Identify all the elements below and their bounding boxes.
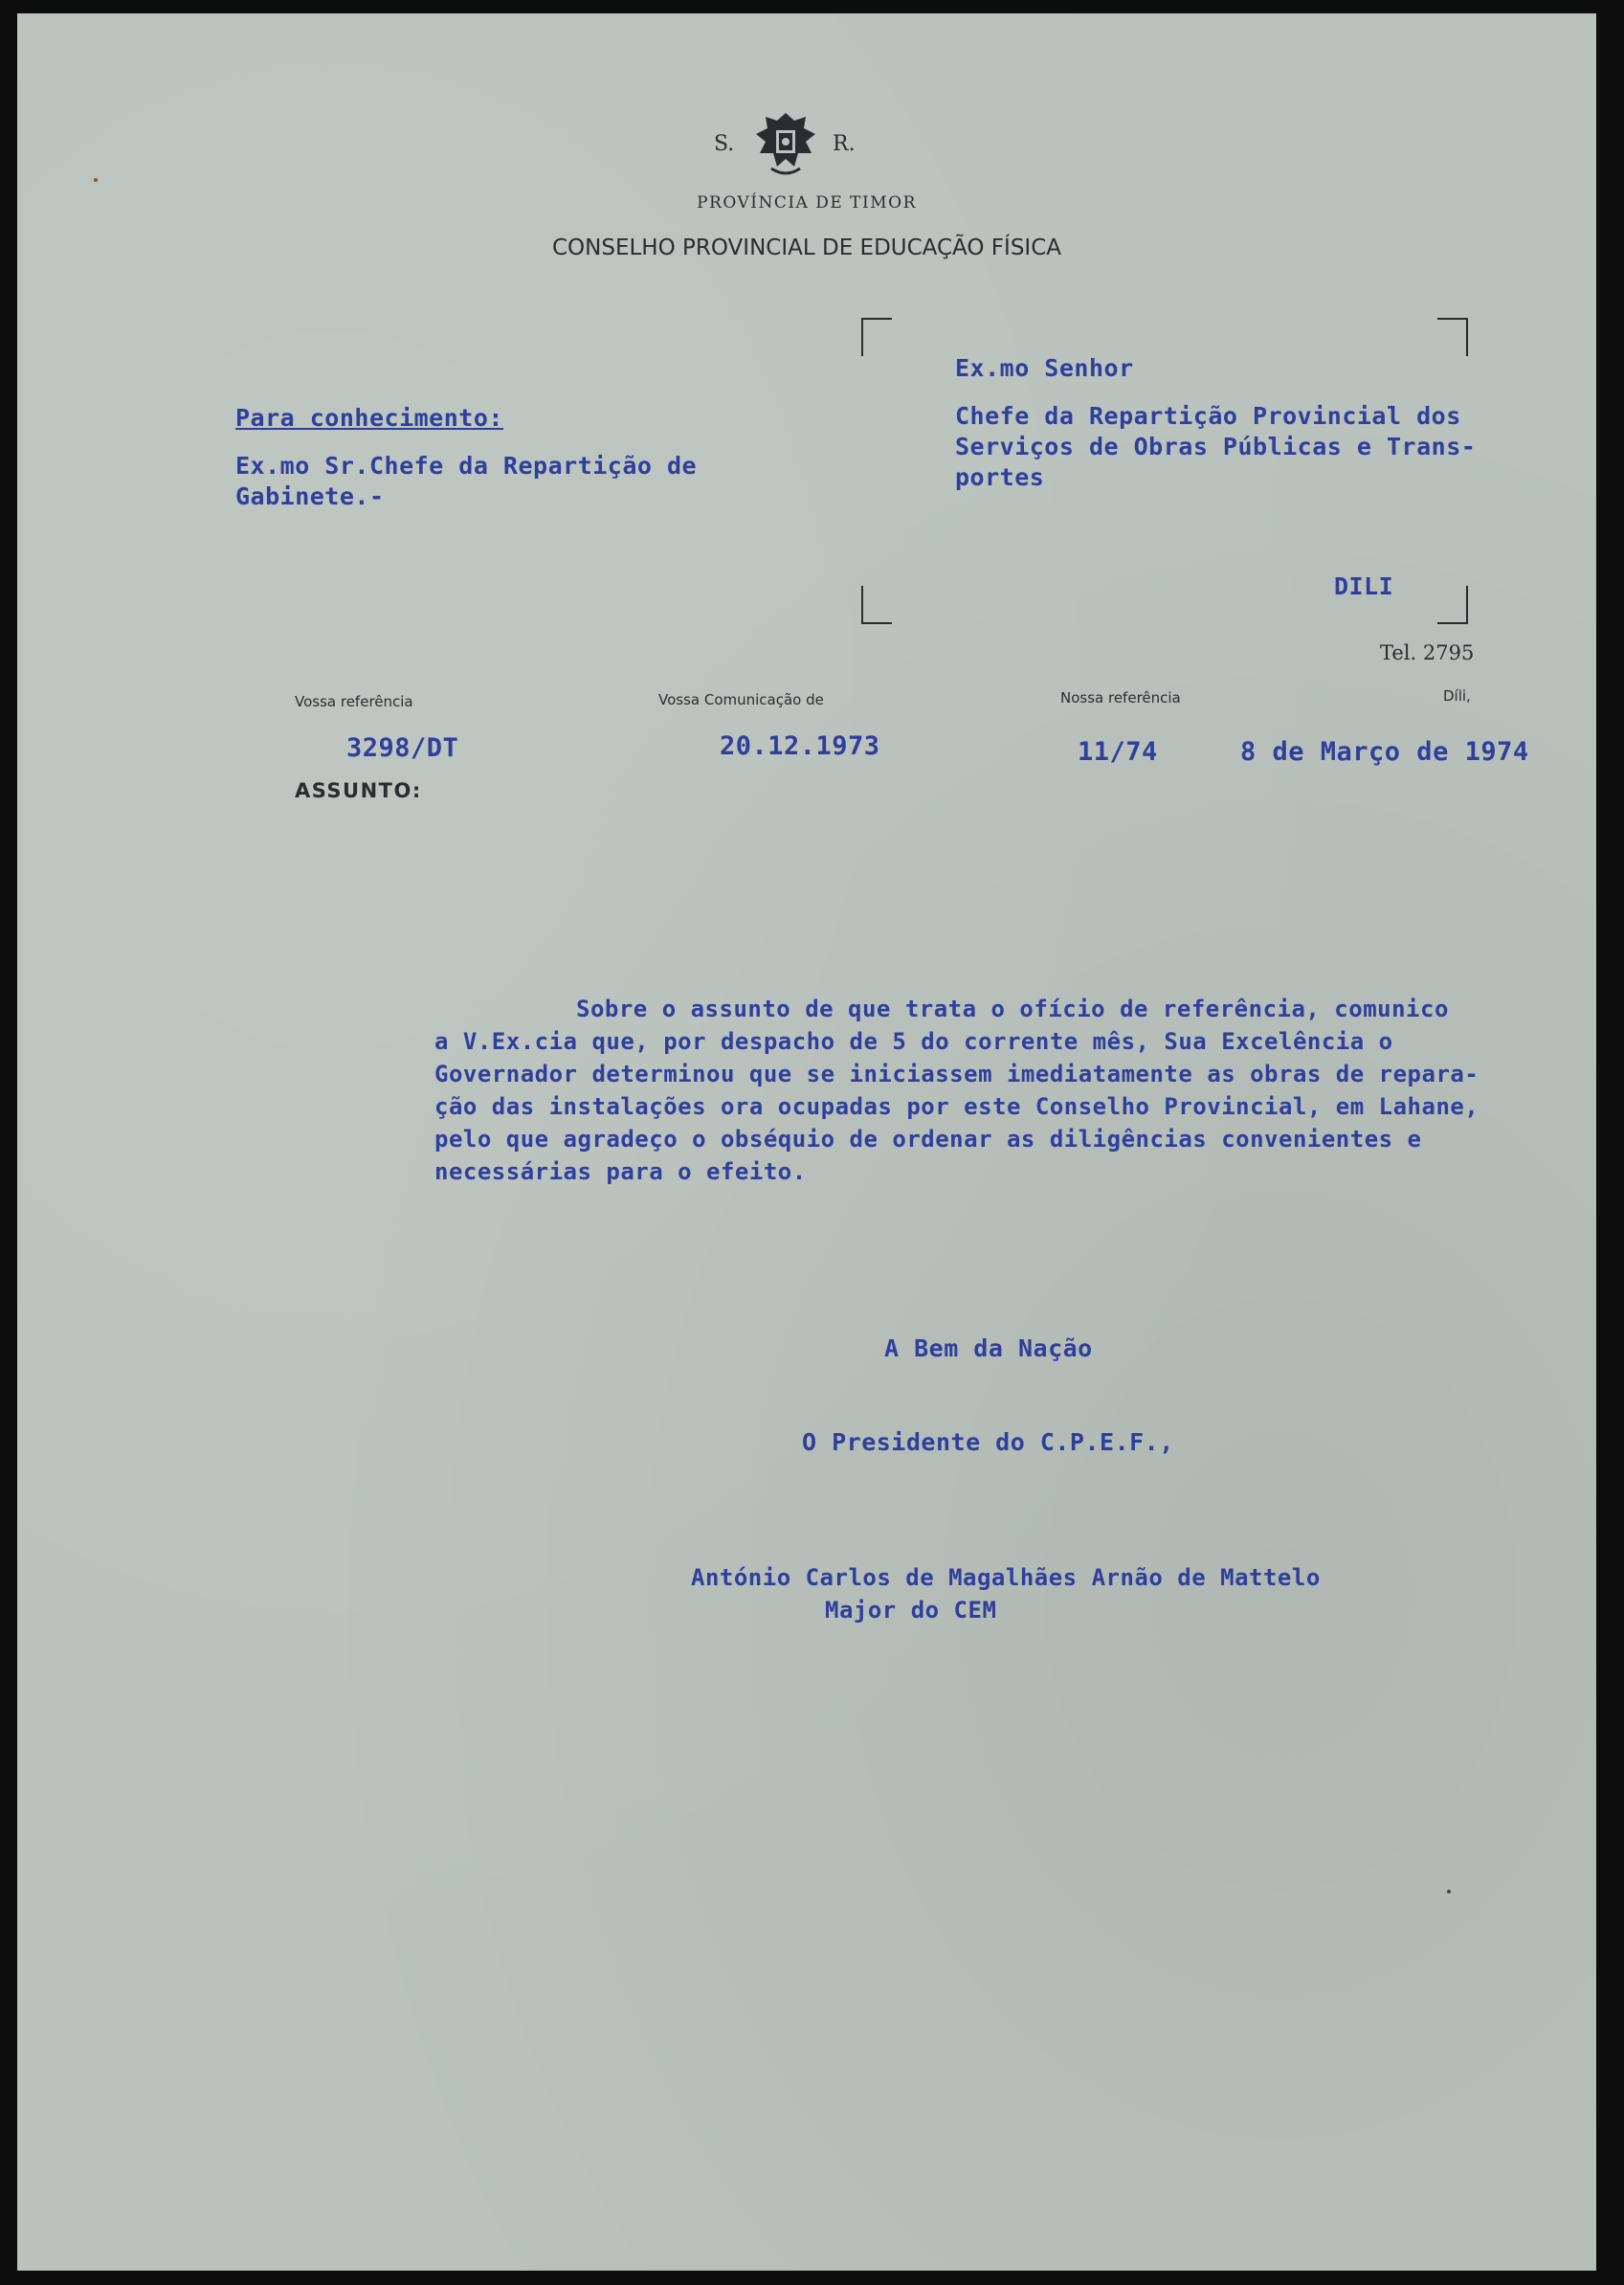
address-corner-br (1437, 586, 1468, 624)
addressee-salutation: Ex.mo Senhor (955, 354, 1134, 382)
vossa-referencia-label: Vossa referência (295, 693, 413, 710)
body-line-6: necessárias para o efeito. (434, 1158, 807, 1185)
body-line-3: Governador determinou que se iniciassem imediatamente as obras de repara- (434, 1061, 1479, 1087)
paper-speck (1447, 1890, 1451, 1893)
closing-title: O Presidente do C.P.E.F., (802, 1428, 1174, 1456)
letter-date: 8 de Março de 1974 (1240, 737, 1529, 767)
addressee-line-3: portes (955, 463, 1045, 491)
letterhead-s: S. (714, 132, 735, 156)
dili-label: Díli, (1443, 687, 1471, 705)
address-corner-bl (861, 586, 892, 624)
knowledge-line-2: Gabinete.- (235, 482, 385, 510)
body-line-2: a V.Ex.cia que, por despacho de 5 do corrente mês, Sua Excelência o (434, 1028, 1393, 1055)
coat-of-arms-icon (752, 109, 819, 178)
body-line-1: Sobre o assunto de que trata o ofício de referência, comunico (576, 996, 1449, 1022)
knowledge-line-1: Ex.mo Sr.Chefe da Repartição de (235, 452, 698, 480)
letterhead-r: R. (833, 132, 856, 156)
paper-speck (94, 178, 98, 182)
assunto-label: ASSUNTO: (295, 779, 422, 802)
address-corner-tr (1437, 318, 1468, 356)
body-line-5: pelo que agradeço o obséquio de ordenar as diligências convenientes e (434, 1126, 1422, 1153)
signatory-rank: Major do CEM (825, 1597, 997, 1624)
addressee-line-1: Chefe da Repartição Provincial dos (955, 402, 1461, 430)
vossa-comunicacao-label: Vossa Comunicação de (658, 691, 824, 708)
telephone: Tel. 2795 (1380, 641, 1475, 664)
nossa-referencia-value: 11/74 (1078, 737, 1158, 767)
address-corner-tl (861, 318, 892, 356)
body-line-4: ção das instalações ora ocupadas por este Conselho Provincial, em Lahane, (434, 1093, 1479, 1120)
knowledge-heading: Para conhecimento: (235, 404, 503, 432)
signatory-name: António Carlos de Magalhães Arnão de Mattelo (691, 1564, 1321, 1591)
closing-formula: A Bem da Nação (884, 1334, 1093, 1362)
nossa-referencia-label: Nossa referência (1060, 689, 1181, 706)
letter-page (17, 13, 1596, 2271)
addressee-line-2: Serviços de Obras Públicas e Trans- (955, 433, 1477, 460)
province-title: PROVÍNCIA DE TIMOR (697, 193, 917, 213)
council-title: CONSELHO PROVINCIAL DE EDUCAÇÃO FÍSICA (551, 235, 1061, 260)
addressee-city: DILI (1334, 572, 1394, 600)
vossa-comunicacao-value: 20.12.1973 (720, 731, 880, 761)
vossa-referencia-value: 3298/DT (346, 733, 459, 763)
